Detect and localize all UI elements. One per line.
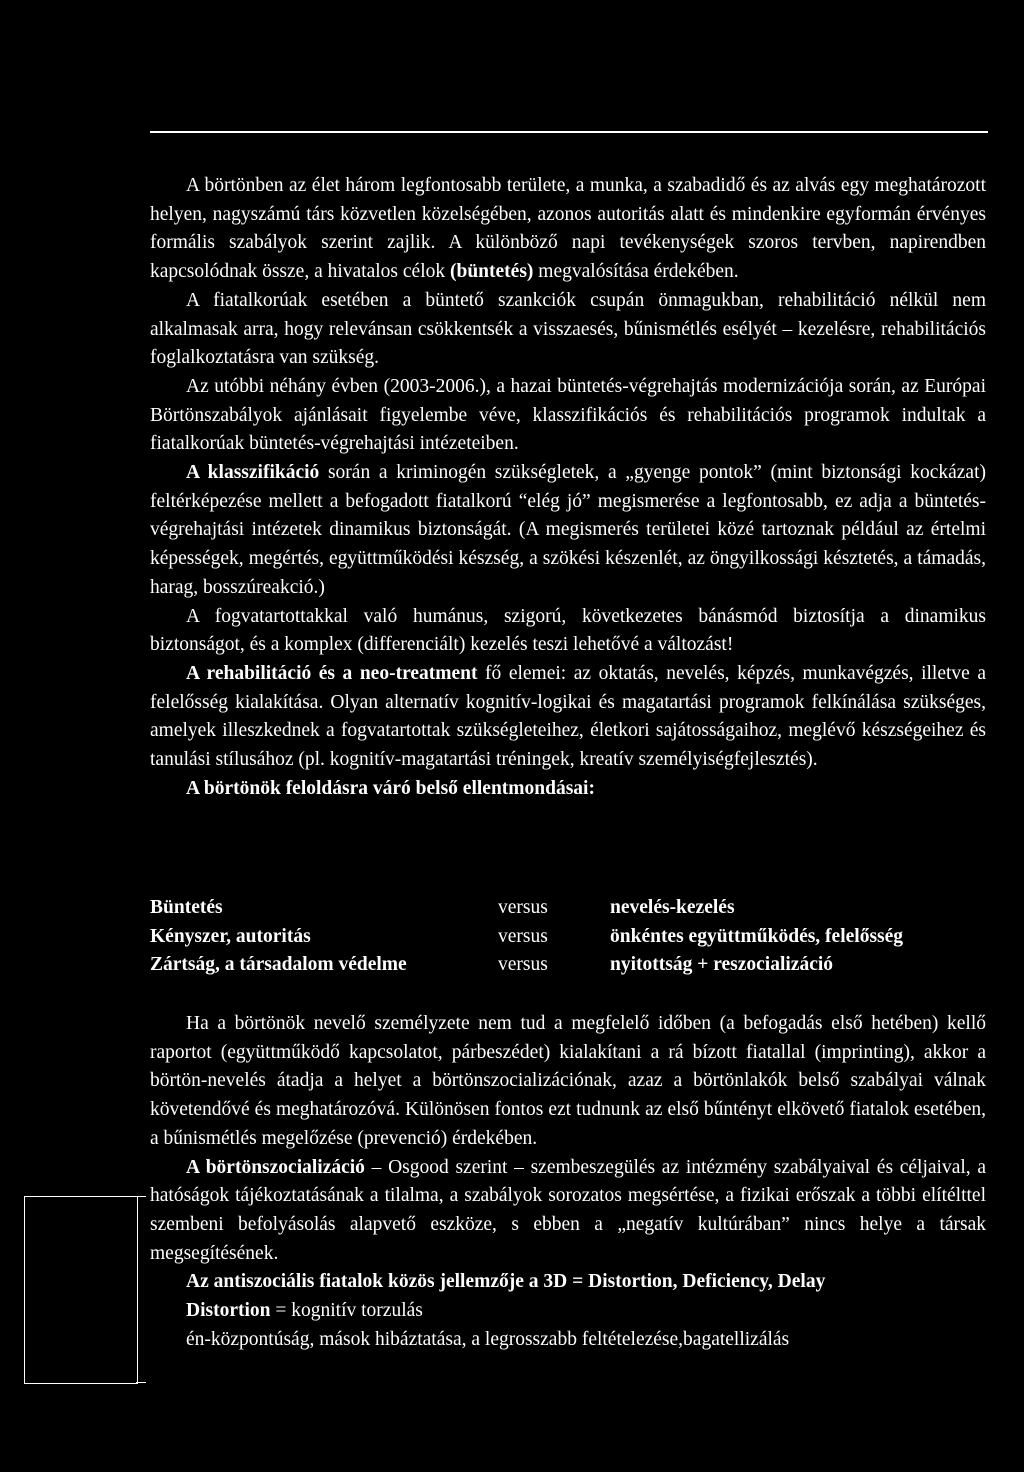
paragraph-10-bold: Distortion: [186, 1300, 271, 1322]
contradictions-heading-text: A börtönök feloldásra váró belső ellentmondásai:: [186, 777, 595, 799]
contradictions-table: [150, 894, 986, 980]
side-box-connector-top: [136, 1196, 146, 1197]
paragraph-4: [150, 459, 986, 603]
contradiction-left: Zártság, a társadalom védelme: [150, 954, 407, 976]
paragraph-10-text: = kognitív torzulás: [270, 1300, 423, 1322]
paragraph-5: A fogvatartottakkal való humánus, szigorú, következetes bánásmód biztosítja a dinamikus biztonságot, és a komplex (differenciált) kezelés teszi lehetővé a változást!: [150, 605, 986, 656]
paragraph-6: [150, 660, 986, 775]
contradiction-row: [150, 923, 986, 952]
contradiction-row: [150, 951, 986, 980]
paragraph-1: [150, 172, 986, 287]
paragraph-6-bold: A rehabilitáció és a neo-treatment: [186, 662, 478, 684]
paragraph-1-text: A börtönben az élet három legfontosabb területe, a munka, a szabadidő és az alvás egy meghatározott helyen, nagyszámú társ közvetlen közelségében, azonos autoritás alatt és mindenkire egyformán érvényes formális szabályok szerint zajlik. A különböző napi tevékenységek szoros tervben, napirendben kapcsolódnak össze, a hivatalos célok: [150, 175, 986, 283]
contradiction-versus: versus: [498, 897, 548, 918]
paragraph-4-bold: A klasszifikáció: [186, 462, 320, 484]
paragraph-4-text: során a kriminogén szükségletek, a „gyenge pontok” (mint biztonsági kockázat) feltérképezése mellett a befogadott fiatalkorú “elég jó” megismerése a legfontosabb, ez adja a büntetés-végrehajtási intézetek dinamikus biztonságát. (A megismerés területei közé tartoznak például az értelmi képességek, megértés, együttműködési készség, a szökési készenlét, az öngyilkossági késztetés, a támadás, harag, bosszúreakció.): [150, 462, 986, 598]
paragraph-8: [150, 1154, 986, 1269]
contradiction-right: önkéntes együttműködés, felelősség: [610, 925, 904, 947]
paragraph-11: én-központúság, mások hibáztatása, a legrosszabb feltételezése,bagatellizálás: [186, 1328, 790, 1350]
contradiction-versus: versus: [498, 925, 548, 947]
paragraph-8-text: – Osgood szerint – szembeszegülés az intézmény szabályaival és céljaival, a hatóságok tájékoztatásának a tilalma, a szabályok sorozatos megsértése, a fizikai erőszak a többi elítélttel szembeni befolyásolás alapvető eszköze, s ebben a „negatív kultúrában” nincs helye a társak megsegítésének.: [150, 1156, 987, 1264]
paragraph-9: [150, 1268, 986, 1297]
paragraph-10: [150, 1297, 986, 1326]
body-text-upper: [150, 172, 986, 803]
contradiction-left: Kényszer, autoritás: [150, 925, 311, 947]
paragraph-1-bold: (büntetés): [450, 261, 534, 283]
top-rule: [150, 131, 988, 133]
paragraph-8-bold: A börtönszocializáció: [186, 1156, 365, 1178]
paragraph-7: Ha a börtönök nevelő személyzete nem tud a megfelelő időben (a befogadás első hetében) kellő raportot (együttműködő kapcsolatot, párbeszédet) kialakítani a rá bízott fiatallal (imprinting), akkor a börtön-nevelés átadja a helyet a börtönszocializációnak, azaz a börtönlakók belső szabályai válnak követendővé és meghatározóvá. Különösen fontos ezt tudnunk az első bűntényt elkövető fiatalok esetében, a bűnismétlés megelőzése (prevenció) érdekében.: [150, 1013, 986, 1149]
body-text-lower: [150, 1010, 986, 1354]
paragraph-6-text: fő elemei: az oktatás, nevelés, képzés, munkavégzés, illetve a felelősség kialakítása. Olyan alternatív kognitív-logikai és magatartási programok felkínálása szükséges, amelyek illeszkednek a fogvatartottak szükségleteihez, életkori sajátosságaihoz, meglévő készségeihez és tanulási stílusához (pl. kognitív-magatartási tréningek, kreatív személyiségfejlesztés).: [150, 662, 986, 771]
contradiction-versus: versus: [498, 954, 548, 976]
contradiction-right: nevelés-kezelés: [610, 897, 735, 918]
paragraph-2: A fiatalkorúak esetében a büntető szankciók csupán önmagukban, rehabilitáció nélkül nem alkalmasak arra, hogy relevánsan csökkentsék a visszaesés, bűnismétlés esélyét – kezelésre, rehabilitációs foglalkoztatásra van szükség.: [150, 289, 986, 369]
side-box: [24, 1196, 138, 1384]
contradiction-left: Büntetés: [150, 897, 223, 918]
paragraph-9-bold: Az antiszociális fiatalok közös jellemzője a 3D = Distortion, Deficiency, Delay: [186, 1271, 826, 1293]
paragraph-3: Az utóbbi néhány évben (2003-2006.), a hazai büntetés-végrehajtás modernizációja során, az Európai Börtönszabályok ajánlásait figyelembe véve, klasszifikációs és rehabilitációs programok indultak a fiatalkorúak büntetés-végrehajtási intézeteiben.: [150, 375, 986, 455]
contradiction-row: [150, 894, 986, 923]
contradiction-right: nyitottság + reszocializáció: [610, 954, 834, 976]
paragraph-1-end: megvalósítása érdekében.: [533, 261, 739, 283]
side-box-connector-bottom: [136, 1382, 146, 1383]
contradictions-heading: [150, 775, 986, 804]
